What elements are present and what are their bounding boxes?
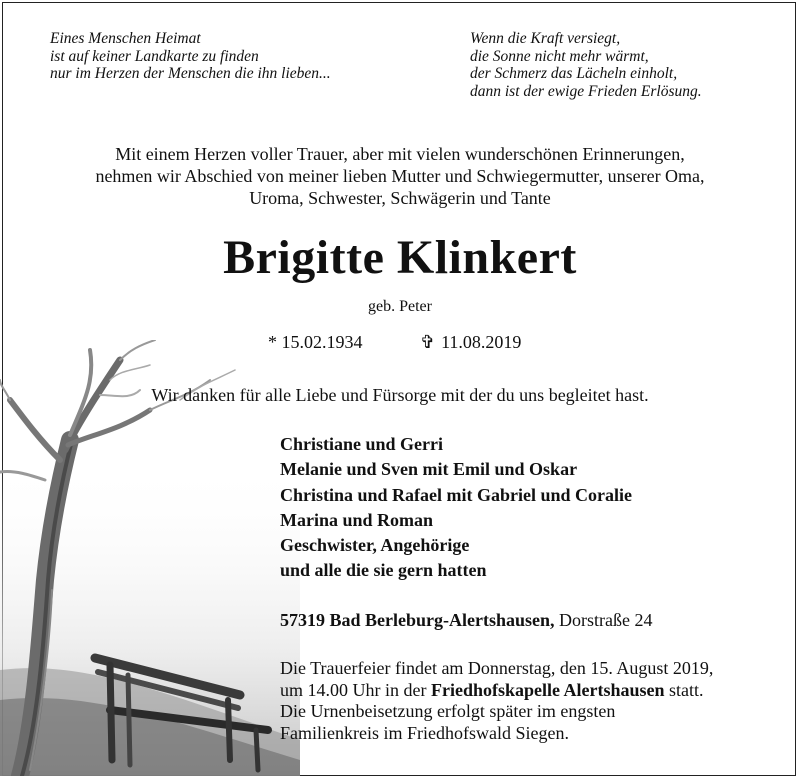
service-line: Die Urnenbeisetzung erfolgt später im engsten: [280, 701, 616, 721]
address: [280, 610, 652, 631]
family-line: Geschwister, Angehörige: [280, 535, 470, 556]
family-line: Melanie und Sven mit Emil und Oskar: [280, 459, 578, 480]
intro-text: [0, 143, 800, 209]
service-line: Familienkreis im Friedhofswald Siegen.: [280, 722, 569, 743]
service-location: Friedhofskapelle Alertshausen: [430, 679, 665, 700]
service-info: [280, 658, 713, 744]
poem-line: ist auf keiner Landkarte zu finden: [50, 47, 259, 65]
family-list: [280, 432, 632, 584]
poem-line: der Schmerz das Lächeln einholt,: [470, 65, 678, 82]
family-line: Christiane und Gerri: [280, 434, 444, 454]
birth-name: geb. Peter: [368, 298, 432, 315]
deceased-name: Brigitte Klinkert: [223, 231, 577, 284]
birth-date: * 15.02.1934: [268, 332, 363, 352]
service-text: um 14.00 Uhr in der: [280, 679, 427, 700]
death-date-group: [420, 332, 521, 353]
family-line: Marina und Roman: [280, 509, 434, 530]
thanks-text: Wir danken für alle Liebe und Fürsorge mit der du uns begleitet hast.: [151, 385, 649, 405]
poem-line: Eines Menschen Heimat: [50, 30, 201, 47]
intro-line: Mit einem Herzen voller Trauer, aber mit vielen wunderschönen Erinnerungen,: [115, 144, 685, 164]
service-text: statt.: [669, 679, 704, 700]
poem-left: [50, 30, 331, 83]
intro-line: nehmen wir Abschied von meiner lieben Mutter und Schwiegermutter, unserer Oma,: [95, 166, 705, 186]
service-line: [280, 680, 713, 702]
poem-line: die Sonne nicht mehr wärmt,: [470, 47, 649, 65]
service-line: Die Trauerfeier findet am Donnerstag, den 15. August 2019,: [280, 658, 714, 678]
poem-line: dann ist der ewige Frieden Erlösung.: [470, 82, 702, 100]
cross-icon: ✞: [420, 332, 436, 352]
poem-right: [470, 30, 702, 100]
address-place: 57319 Bad Berleburg-Alertshausen,: [280, 610, 555, 630]
poem-line: nur im Herzen der Menschen die ihn lieben...: [50, 65, 331, 82]
intro-line: Uroma, Schwester, Schwägerin und Tante: [249, 188, 551, 208]
poem-line: Wenn die Kraft versiegt,: [470, 30, 621, 47]
family-line: Christina und Rafael mit Gabriel und Coralie: [280, 484, 633, 505]
death-date: 11.08.2019: [441, 332, 522, 352]
family-line: und alle die sie gern hatten: [280, 560, 487, 581]
address-street: Dorstraße 24: [559, 610, 653, 630]
